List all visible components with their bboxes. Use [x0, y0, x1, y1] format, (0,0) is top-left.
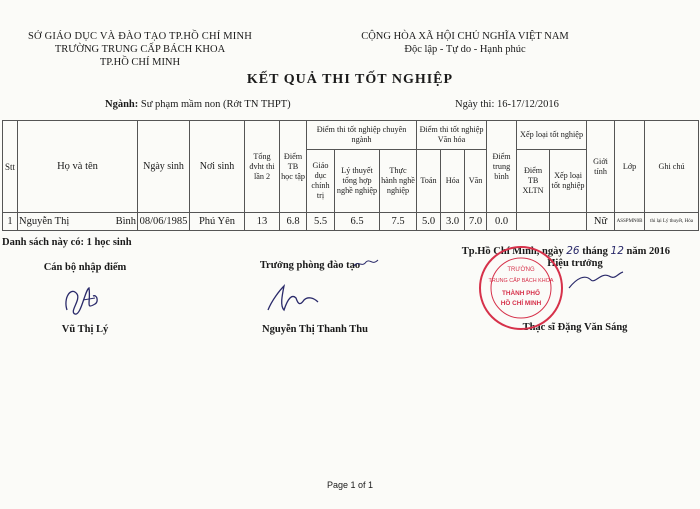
cell-rank-score [517, 213, 550, 231]
cell-first-name: Bình [83, 213, 138, 231]
header-culture-group: Điểm thi tốt nghiệp Văn hóa [417, 121, 487, 150]
header-ranking-group: Xếp loại tốt nghiệp [517, 121, 587, 150]
entry-officer-block [20, 262, 150, 273]
page-footer: Page 1 of 1 [326, 480, 374, 490]
training-head-signature [262, 280, 332, 318]
stamp-line-3: THÀNH PHỐ [502, 290, 540, 297]
header-average: Điểm trung bình [487, 121, 517, 213]
cell-theory: 6.5 [335, 213, 380, 231]
cell-class: ASSPMN0B [615, 213, 645, 231]
header-politics: Giáo dục chính trị [307, 150, 335, 213]
school-city: TP.HỒ CHÍ MINH [99, 57, 181, 68]
cell-stt: 1 [3, 213, 18, 231]
header-gender: Giới tính [587, 121, 615, 213]
cell-dob: 08/06/1985 [138, 213, 190, 231]
entry-officer-title: Cán bộ nhập điểm [43, 262, 127, 273]
training-head-title: Trưởng phòng đào tạo [259, 260, 361, 271]
cell-gender: Nữ [587, 213, 615, 231]
principal-signature [565, 268, 625, 294]
header-pob: Nơi sinh [190, 121, 245, 213]
cell-average: 0.0 [487, 213, 517, 231]
header-gpa: Điểm TB học tập [280, 121, 307, 213]
national-motto: Độc lập - Tự do - Hạnh phúc [404, 44, 526, 55]
principal-title: Hiệu trưởng [547, 258, 603, 269]
training-head-name: Nguyễn Thị Thanh Thu [262, 324, 368, 335]
principal-name: Thạc sĩ Đặng Văn Sáng [522, 322, 628, 333]
republic-header [320, 30, 610, 56]
header-professional-group: Điểm thi tốt nghiệp chuyên ngành [307, 121, 417, 150]
header-note: Ghi chú [645, 121, 699, 213]
cell-last-name: Nguyễn Thị [18, 213, 83, 231]
place-month: 12 [610, 245, 624, 257]
cell-math: 5.0 [417, 213, 441, 231]
header-class: Lớp [615, 121, 645, 213]
cell-note: thi lại Lý thuyết, Hóa [645, 213, 699, 231]
header-literature: Văn [465, 150, 487, 213]
results-table [2, 120, 699, 231]
school-name: TRƯỜNG TRUNG CẤP BÁCH KHOA [54, 44, 226, 55]
entry-officer-name-block [20, 324, 150, 335]
student-count: Danh sách này có: 1 học sinh [2, 237, 132, 248]
stamp-line-4: HỒ CHÍ MINH [500, 300, 542, 307]
cell-chemistry: 3.0 [441, 213, 465, 231]
stamp-outer-ring [480, 247, 562, 329]
header-rank-level: Xếp loại tốt nghiệp [550, 150, 587, 213]
issuer-header [10, 30, 270, 69]
place-date-year: năm 2016 [626, 246, 670, 257]
major-value: Sư phạm mầm non (Rớt TN THPT) [140, 99, 291, 110]
header-units: Tổng đvht thi lần 2 [245, 121, 280, 213]
place-date-month-label: tháng [582, 246, 608, 257]
header-stt: Stt [3, 121, 18, 213]
cell-units: 13 [245, 213, 280, 231]
cell-pob: Phú Yên [190, 213, 245, 231]
header-rank-score: Điểm TB XLTN [517, 150, 550, 213]
header-math: Toán [417, 150, 441, 213]
school-stamp [478, 245, 564, 331]
stamp-line-2: TRUNG CẤP BÁCH KHOA [488, 278, 554, 284]
cell-literature: 7.0 [465, 213, 487, 231]
exam-date: Ngày thi: 16-17/12/2016 [455, 99, 559, 110]
republic-name: CỘNG HÒA XÃ HỘI CHỦ NGHĨA VIỆT NAM [361, 31, 569, 42]
major-label: Ngành: [105, 99, 139, 110]
major-line [105, 99, 291, 110]
cell-practice: 7.5 [380, 213, 417, 231]
header-practice: Thực hành nghề nghiệp [380, 150, 417, 213]
document-title: KẾT QUẢ THI TỐT NGHIỆP [246, 72, 454, 87]
training-head-initial [352, 256, 382, 270]
dept-name: SỞ GIÁO DỤC VÀ ĐÀO TẠO TP.HỒ CHÍ MINH [27, 31, 253, 42]
header-theory: Lý thuyết tổng hợp nghề nghiệp [335, 150, 380, 213]
header-chemistry: Hóa [441, 150, 465, 213]
table-row [3, 213, 699, 231]
entry-officer-signature [55, 280, 115, 320]
place-day: 26 [566, 245, 580, 257]
entry-officer-name: Vũ Thị Lý [61, 324, 109, 335]
header-name: Họ và tên [18, 121, 138, 213]
cell-politics: 5.5 [307, 213, 335, 231]
header-dob: Ngày sinh [138, 121, 190, 213]
place-date-prefix: Tp.Hồ Chí Minh, ngày [461, 246, 564, 257]
cell-gpa: 6.8 [280, 213, 307, 231]
training-head-name-block [235, 324, 395, 335]
cell-rank-level [550, 213, 587, 231]
stamp-line-1: TRƯỜNG [507, 267, 535, 273]
